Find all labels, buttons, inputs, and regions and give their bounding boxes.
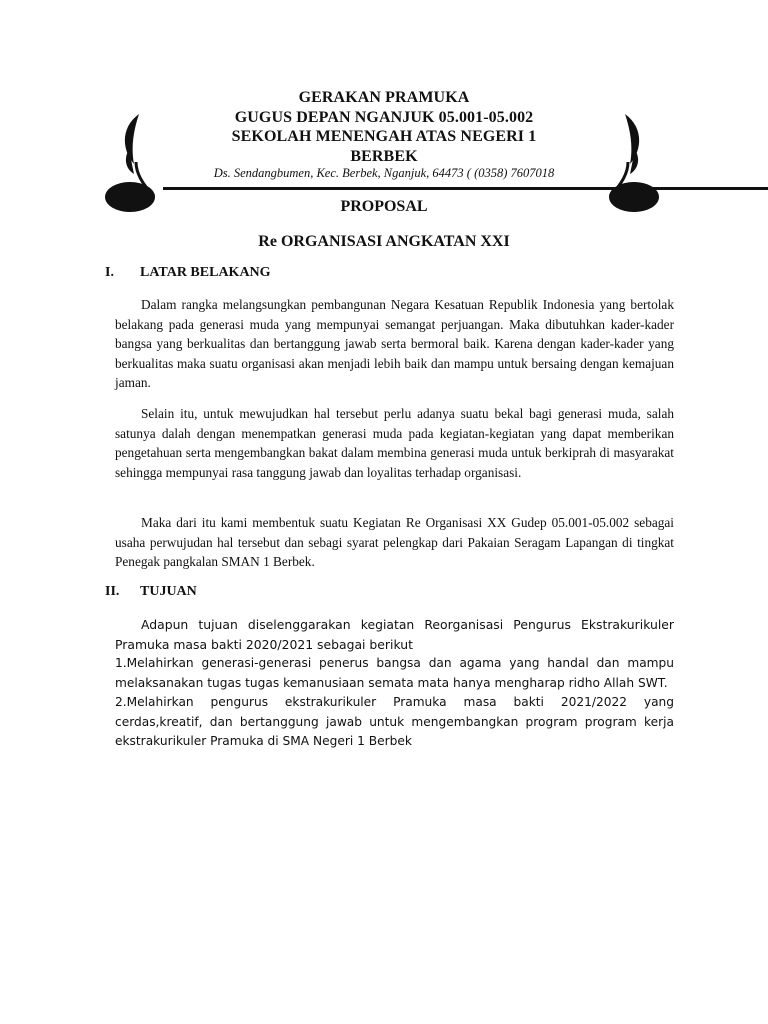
organization-name bbox=[200, 88, 568, 166]
letterhead-divider bbox=[163, 187, 768, 190]
section-heading: LATAR BELAKANG bbox=[140, 265, 271, 280]
org-line: GUGUS DEPAN NGANJUK 05.001-05.002 bbox=[234, 108, 534, 126]
section-number: II. bbox=[105, 584, 120, 599]
org-line: SEKOLAH MENENGAH ATAS NEGERI 1 bbox=[231, 128, 537, 145]
paragraph: Maka dari itu kami membentuk suatu Kegiatan Re Organisasi XX Gudep 05.001-05.002 sebagai usaha perwujudan hal tersebut dan sebagi syarat pelengkap dari Pakaian Seragam Lapangan di tingkat Penegak pangkalan SMAN 1 Berbek. bbox=[115, 515, 674, 570]
paragraph: Dalam rangka melangsungkan pembangunan Negara Kesatuan Republik Indonesia yang bertolak belakang pada generasi muda yang mempunyai semangat perjuangan. Maka dibutuhkan kader-kader bangsa yang berkualitas dan bertanggung jawab serta bermoral baik. Karena dengan kader-kader yang berkualitas maka suatu organisasi akan menjadi lebih baik dan mampu untuk bersaing dengan kemajuan jaman. bbox=[115, 297, 674, 391]
address: Ds. Sendangbumen, Kec. Berbek, Nganjuk, 64473 ( (0358) 7607018 bbox=[213, 166, 555, 180]
org-line: BERBEK bbox=[350, 147, 418, 165]
org-line: GERAKAN PRAMUKA bbox=[298, 89, 470, 106]
paragraph: Selain itu, untuk mewujudkan hal tersebut perlu adanya suatu bekal bagi generasi muda, salah satunya dalah dengan menempatkan generasi muda pada kegiatan-kegiatan yang dapat memberikan pengetahuan serta mengembangkan bakat dalam membina generasi muda untuk berkiprah di masyarakat sehingga mempunyai rasa tanggung jawab dan loyalitas terhadap organisasi. bbox=[115, 406, 674, 480]
section-heading: TUJUAN bbox=[140, 584, 197, 599]
document-title: PROPOSAL bbox=[340, 198, 428, 215]
list-item: 1.Melahirkan generasi-generasi penerus bangsa dan agama yang handal dan mampu melaksanakan tugas tugas kemanusiaan semata mata hanya mengharap ridho Allah SWT. bbox=[115, 656, 674, 690]
list-item: 2.Melahirkan pengurus ekstrakurikuler Pramuka masa bakti 2021/2022 yang cerdas,kreatif, dan bertanggung jawab untuk mengembangkan program program kerja ekstrakurikuler Pramuka di SMA Negeri 1 Berbek bbox=[115, 695, 674, 749]
paragraph: Adapun tujuan diselenggarakan kegiatan Reorganisasi Pengurus Ekstrakurikuler Pramuka masa bakti 2020/2021 sebagai berikut bbox=[115, 617, 674, 652]
document-subtitle: Re ORGANISASI ANGKATAN XXI bbox=[258, 233, 510, 250]
section-number: I. bbox=[105, 265, 114, 280]
